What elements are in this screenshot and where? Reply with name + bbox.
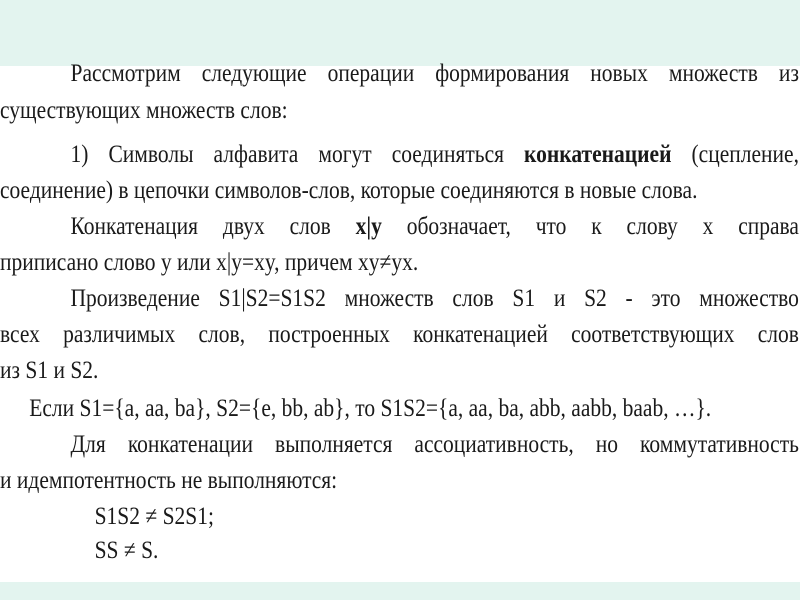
definition-text-end: обозначает, что к слову x справа <box>381 213 799 240</box>
paragraph-product-line-3: из S1 и S2. <box>0 357 99 384</box>
paragraph-intro-line-1: Рассмотрим следующие операции формирования новых множеств из <box>70 60 799 87</box>
paragraph-properties-line-2: и идемпотентность не выполняются: <box>0 467 338 494</box>
paragraph-product-line-1: Произведение S1|S2=S1S2 множеств слов S1 и S2 - это множество <box>70 285 799 312</box>
definition-text-start: Конкатенация двух слов <box>70 213 356 240</box>
paragraph-intro-line-2: существующих множеств слов: <box>0 97 288 124</box>
paragraph-concat-line-2: соединение) в цепочки символов-слов, которые соединяются в новые слова. <box>0 177 698 204</box>
definition-xy-bold: x|y <box>355 213 382 240</box>
concat-text-end: (сцепление, <box>671 141 799 168</box>
paragraph-properties-line-1: Для конкатенации выполняется ассоциативность, но коммутативность <box>70 431 799 458</box>
paragraph-product-line-2: всех различимых слов, построенных конкатенацией соответствующих слов <box>0 321 799 348</box>
paragraph-definition-line-1 <box>71 209 799 245</box>
example-line: Если S1={a, aa, ba}, S2={e, bb, ab}, то S1S2={a, aa, ba, abb, aabb, baab, …}. <box>29 395 712 422</box>
formula-noncommutative: S1S2 ≠ S2S1; <box>94 503 214 530</box>
concat-term-bold: конкатенацией <box>524 141 672 168</box>
bottom-band <box>0 582 800 600</box>
paragraph-definition-line-2: приписано слово y или x|y=xy, причем xy≠yx. <box>0 249 419 276</box>
paragraph-concat-line-1 <box>71 137 799 173</box>
formula-nonidempotent: SS ≠ S. <box>94 537 159 564</box>
concat-text-start: 1) Символы алфавита могут соединяться <box>70 141 525 168</box>
